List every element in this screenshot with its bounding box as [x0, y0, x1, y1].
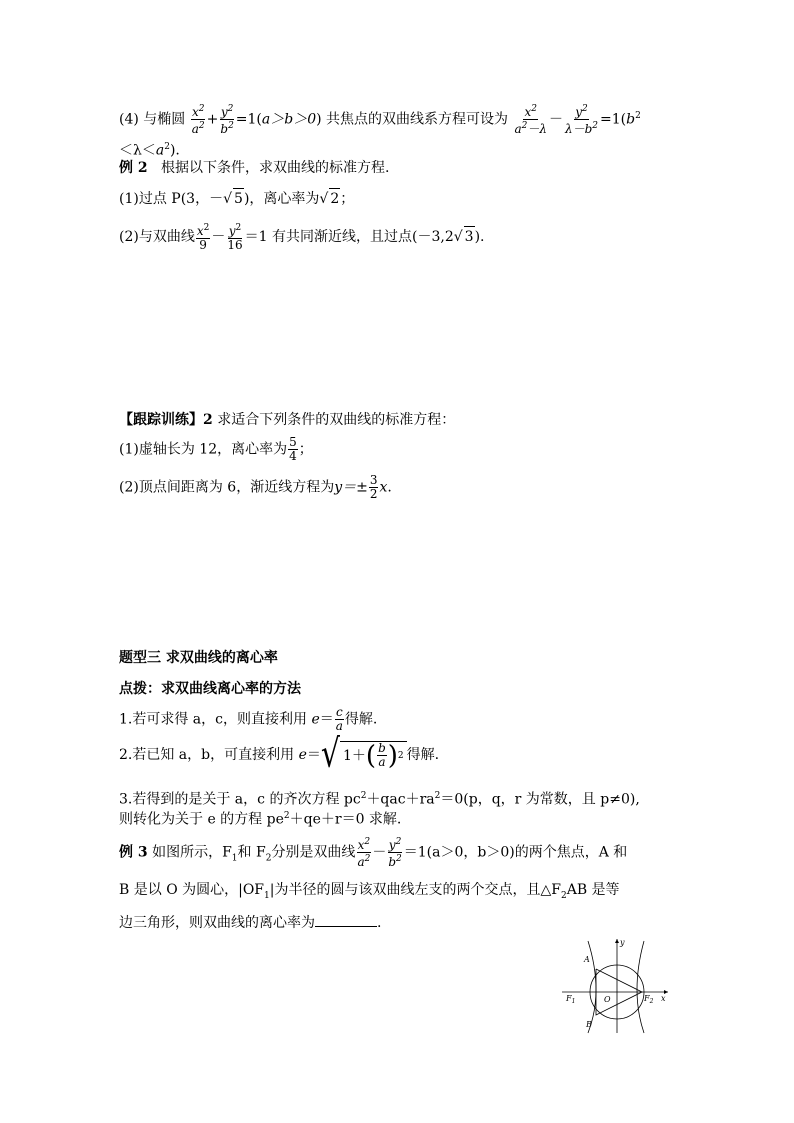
- method-2: 2.若已知 a，b，可直接利用 e＝ √ 1＋ ( $\frac{b}{a}$ ) 2 得解.: [119, 731, 440, 778]
- frac-x2-a2-ex3: $\frac{x^2}{a^2}$: [357, 837, 371, 869]
- frac-3-2: $\frac{3}{2}$: [369, 473, 378, 501]
- method-3-cont: 则转化为关于 e 的方程 $pe^2+qe+r=0$ 求解.: [119, 811, 402, 828]
- y-axis-arrow: [615, 939, 619, 943]
- example-2-title: 例 2 根据以下条件，求双曲线的标准方程.: [119, 160, 390, 176]
- example-2-q1: (1)过点 P(3，－√ 5)，离心率为√ 2；: [119, 188, 354, 209]
- frac-x2-9: $\frac{x^2}{9}$: [196, 223, 210, 252]
- label-x: x: [661, 994, 666, 1003]
- label-y: y: [620, 938, 625, 947]
- frac-x2-a2-lambda: $\frac{x^2}{a^2-\lambda}$: [514, 104, 547, 136]
- example-3-line2: B 是以 O 为圆心，$|OF_1|$为半径的圆与该双曲线左支的两个交点，且$\triangle F_2AB$ 是等: [119, 882, 620, 901]
- label-b: B: [586, 1020, 592, 1029]
- section-title: 题型三 求双曲线的离心率: [119, 650, 278, 666]
- sqrt-formula: √ 1＋ ( $\frac{b}{a}$ ) 2: [321, 740, 407, 770]
- label-f1: $F_1$: [566, 994, 576, 1005]
- label-f2: $F_2$: [644, 994, 654, 1005]
- frac-y2-16: $\frac{y^2}{16}$: [227, 223, 243, 252]
- example-2-q2: (2)与双曲线 $\frac{x^2}{9}$ － $\frac{y^2}{16}$ ＝1 有共同渐近线，且过点(－3,2√ 3).: [119, 223, 485, 252]
- method-1: 1.若可求得 a，c，则直接利用 e＝ $\frac{c}{a}$ 得解.: [119, 705, 378, 733]
- training-2-title: 【跟踪训练】2 求适合下列条件的双曲线的标准方程：: [119, 412, 456, 428]
- ellipse-family-line-cont: $<\lambda<a^2$).: [119, 142, 180, 159]
- example-3-line3: 边三角形，则双曲线的离心率为 .: [119, 912, 381, 933]
- method-3: 3.若得到的是关于 a，c 的齐次方程 $pc^2+qac+ra^2=0(p$，q，r 为常数，且 p≠0),: [119, 791, 640, 808]
- frac-5-4: $\frac{5}{4}$: [289, 435, 297, 463]
- ellipse-family-line: (4) 与椭圆 $\frac{x^2}{a^2}$ + $\frac{y^2}{b^2}$ =1(a＞b＞0) 共焦点的双曲线系方程可设为 $\frac{x^2}{a^2-\lambda}$ － $\frac{y^2}{\lambda-b^2}$ $=1(b^2$: [119, 104, 641, 136]
- hyperbola-right-branch: [637, 941, 644, 1033]
- frac-y2-lambda-b2: $\frac{y^2}{\lambda-b^2}$: [565, 104, 599, 136]
- answer-blank[interactable]: [315, 912, 377, 927]
- training-2-q2: (2)顶点间距离为 6，渐近线方程为y＝± $\frac{3}{2}$ x.: [119, 473, 392, 501]
- hyperbola-figure: [558, 935, 673, 1035]
- frac-y2-b2-ex3: $\frac{y^2}{b^2}$: [388, 837, 402, 869]
- frac-y2-b2: $\frac{y^2}{b^2}$: [220, 104, 234, 136]
- label-a: A: [584, 955, 590, 964]
- label-o: O: [604, 995, 611, 1004]
- frac-c-a: $\frac{c}{a}$: [335, 705, 343, 733]
- example-3-line1: 例 3 如图所示，$F_1$和 $F_2$分别是双曲线 $\frac{x^2}{a^2}$ － $\frac{y^2}{b^2}$ ＝1(a＞0，b＞0)的两个焦点，A 和: [119, 837, 628, 869]
- tip-title: 点拨：求双曲线离心率的方法: [119, 681, 301, 697]
- training-2-q1: (1)虚轴长为 12，离心率为 $\frac{5}{4}$ ；: [119, 435, 313, 463]
- frac-x2-a2: $\frac{x^2}{a^2}$: [191, 104, 205, 136]
